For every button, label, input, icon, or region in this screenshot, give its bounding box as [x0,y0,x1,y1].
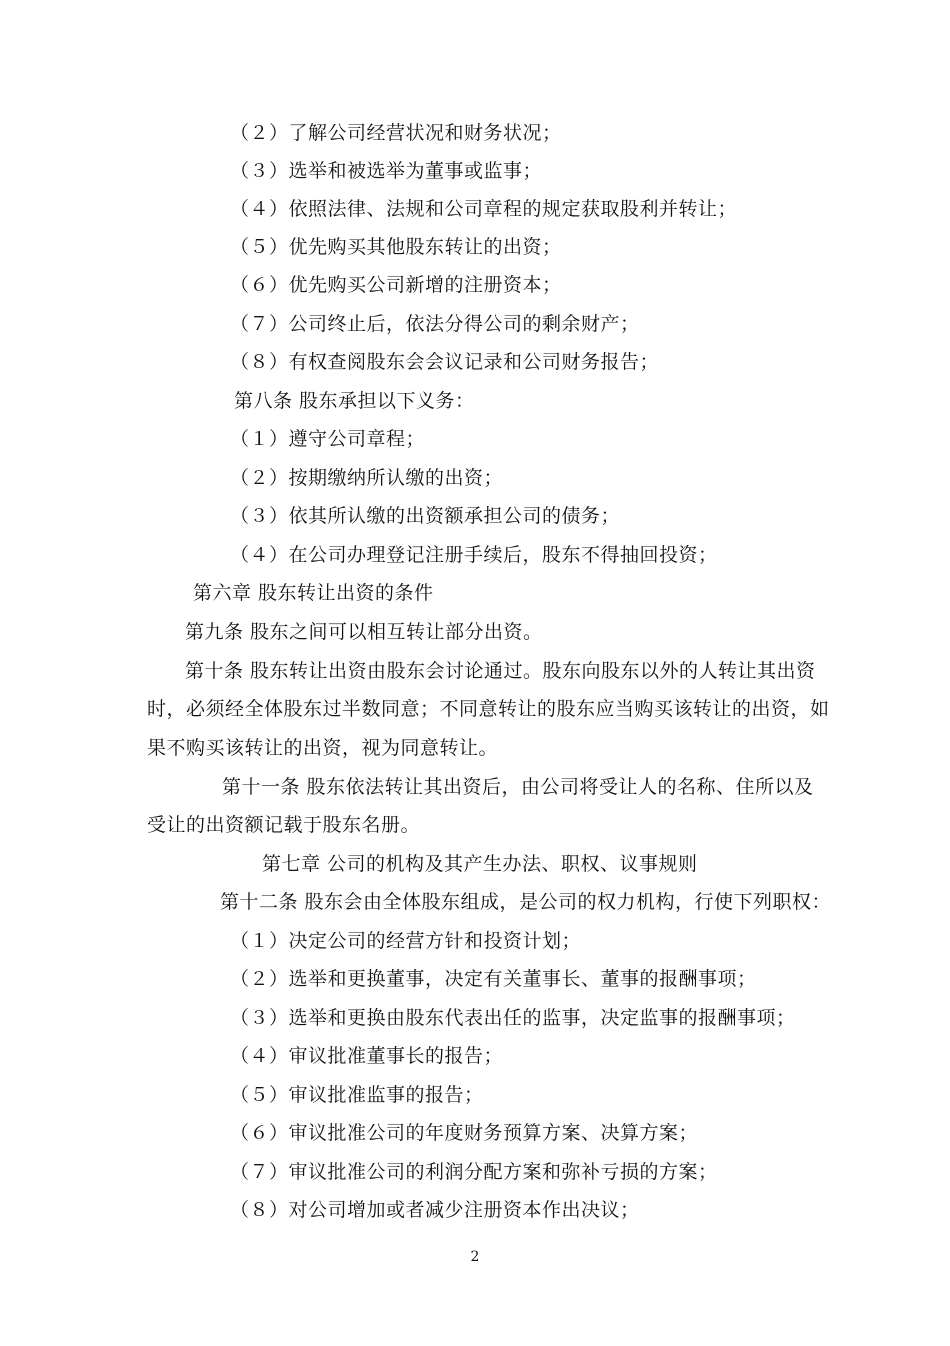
list-item: （４）依照法律、法规和公司章程的规定获取股利并转让； [230,198,738,220]
list-item: （５）优先购买其他股东转让的出资； [230,236,562,258]
list-item: （３）选举和更换由股东代表出任的监事，决定监事的报酬事项； [230,1007,796,1029]
article-paragraph: 第九条 股东之间可以相互转让部分出资。 [185,621,543,643]
list-item: （３）依其所认缴的出资额承担公司的债务； [230,505,621,527]
article-paragraph: 第十二条 股东会由全体股东组成，是公司的权力机构，行使下列职权： [220,891,832,913]
list-item: （１）决定公司的经营方针和投资计划； [230,930,582,952]
chapter-heading: 第六章 股东转让出资的条件 [193,582,434,604]
list-item: （８）有权查阅股东会会议记录和公司财务报告； [230,351,660,373]
list-item: （７）公司终止后，依法分得公司的剩余财产； [230,313,640,335]
chapter-heading: 第七章 公司的机构及其产生办法、职权、议事规则 [262,853,698,875]
list-item: （６）优先购买公司新增的注册资本； [230,274,562,296]
paragraph-line: 果不购买该转让的出资，视为同意转让。 [147,737,499,759]
list-item: （３）选举和被选举为董事或监事； [230,160,543,182]
list-item: （２）了解公司经营状况和财务状况； [230,122,562,144]
list-item: （１）遵守公司章程； [230,428,426,450]
list-item: （８）对公司增加或者减少注册资本作出决议； [230,1199,640,1221]
list-item: （４）审议批准董事长的报告； [230,1045,504,1067]
list-item: （２）选举和更换董事，决定有关董事长、董事的报酬事项； [230,968,757,990]
list-item: （７）审议批准公司的利润分配方案和弥补亏损的方案； [230,1161,718,1183]
article-heading: 第八条 股东承担以下义务： [234,390,475,412]
paragraph-line: 受让的出资额记载于股东名册。 [147,814,421,836]
paragraph-line: 时，必须经全体股东过半数同意；不同意转让的股东应当购买该转让的出资，如 [147,698,830,720]
list-item: （２）按期缴纳所认缴的出资； [230,467,504,489]
list-item: （６）审议批准公司的年度财务预算方案、决算方案； [230,1122,699,1144]
list-item: （５）审议批准监事的报告； [230,1084,484,1106]
article-paragraph: 第十一条 股东依法转让其出资后，由公司将受让人的名称、住所以及 [222,776,814,798]
page-number: 2 [470,1249,480,1265]
list-item: （４）在公司办理登记注册手续后，股东不得抽回投资； [230,544,718,566]
article-paragraph: 第十条 股东转让出资由股东会讨论通过。股东向股东以外的人转让其出资 [185,660,816,682]
